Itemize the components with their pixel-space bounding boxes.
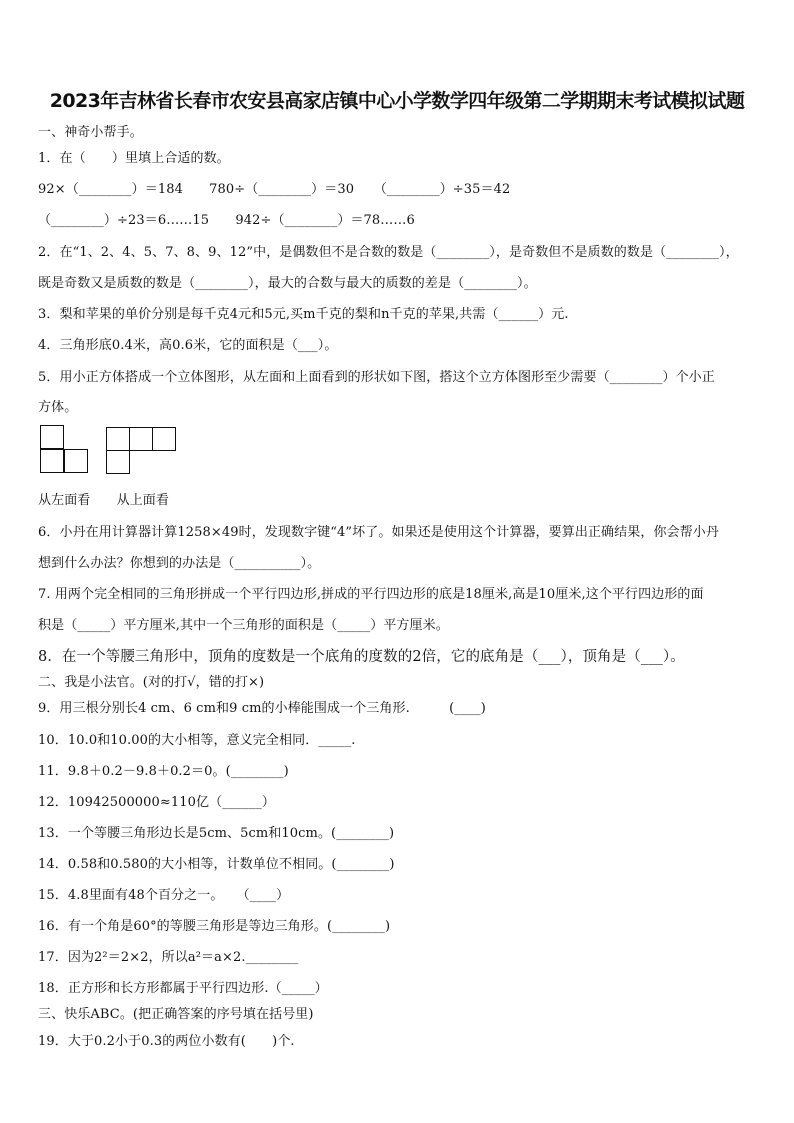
page-title: 2023年吉林省长春市农安县高家店镇中心小学数学四年级第二学期期末考试模拟试题 bbox=[49, 90, 745, 112]
question-1: 1．在（ ）里填上合适的数。 bbox=[38, 151, 230, 166]
question-8: 8．在一个等腰三角形中，顶角的度数是一个底角的度数的2倍，它的底角是（___），顶角是（___）。 bbox=[38, 649, 685, 665]
figure-captions: 从左面看 从上面看 bbox=[38, 493, 170, 508]
question-5-line-b: 方体。 bbox=[38, 400, 78, 415]
question-11: 11．9.8＋0.2－9.8＋0.2＝0。(________) bbox=[38, 764, 289, 779]
section-1-heading: 一、神奇小帮手。 bbox=[38, 125, 143, 140]
question-6-line-a: 6．小丹在用计算器计算1258×49时，发现数字键“4”坏了。如果还是使用这个计算器，要算出正确结果，你会帮小丹 bbox=[38, 525, 719, 540]
question-4: 4．三角形底0.4米，高0.6米，它的面积是（___）。 bbox=[38, 338, 338, 353]
question-17: 17．因为2²＝2×2，所以a²＝a×2.________ bbox=[38, 950, 299, 965]
question-16: 16．有一个角是60°的等腰三角形是等边三角形。(________) bbox=[38, 919, 391, 934]
question-3: 3．梨和苹果的单价分别是每千克4元和5元,买m千克的梨和n千克的苹果,共需（______）元. bbox=[38, 307, 569, 322]
question-7-line-b: 积是（_____）平方厘米,其中一个三角形的面积是（_____）平方厘米。 bbox=[38, 618, 449, 633]
question-13: 13．一个等腰三角形边长是5cm、5cm和10cm。(________) bbox=[38, 826, 395, 841]
question-12: 12．10942500000≈110亿（______） bbox=[38, 795, 275, 810]
question-14: 14．0.58和0.580的大小相等，计数单位不相同。(________) bbox=[38, 857, 395, 872]
section-3-heading: 三、快乐ABC。(把正确答案的序号填在括号里) bbox=[38, 1007, 314, 1022]
question-1-line-b: （________）÷23＝6……15 942÷（________）＝78……6 bbox=[38, 213, 415, 228]
question-6-line-b: 想到什么办法？你想到的办法是（__________）。 bbox=[38, 556, 321, 571]
question-1-line-a: 92×（________）＝184 780÷（________）＝30 （________）÷35＝42 bbox=[38, 182, 511, 197]
question-2-line-a: 2．在“1、2、4、5、7、8、9、12”中，是偶数但不是合数的数是（________），是奇数但不是质数的数是（________）， bbox=[38, 245, 739, 260]
question-2-line-b: 既是奇数又是质数的数是（________），最大的合数与最大的质数的差是（________）。 bbox=[38, 276, 537, 291]
section-2-heading: 二、我是小法官。(对的打√，错的打×) bbox=[38, 675, 265, 690]
question-18: 18．正方形和长方形都属于平行四边形.（_____） bbox=[38, 981, 328, 996]
question-9: 9．用三根分别长4 cm、6 cm和9 cm的小棒能围成一个三角形. (____) bbox=[38, 701, 486, 716]
question-10: 10．10.0和10.00的大小相等，意义完全相同．_____. bbox=[38, 733, 356, 748]
question-15: 15．4.8里面有48个百分之一。 （____） bbox=[38, 888, 290, 903]
question-7-line-a: 7. 用两个完全相同的三角形拼成一个平行四边形,拼成的平行四边形的底是18厘米,高是10厘米,这个平行四边形的面 bbox=[38, 587, 704, 602]
question-5-line-a: 5．用小正方体搭成一个立体图形，从左面和上面看到的形状如下图，搭这个立方体图形至少需要（________）个小正 bbox=[38, 370, 715, 385]
question-19: 19．大于0.2小于0.3的两位小数有( )个. bbox=[38, 1034, 295, 1049]
